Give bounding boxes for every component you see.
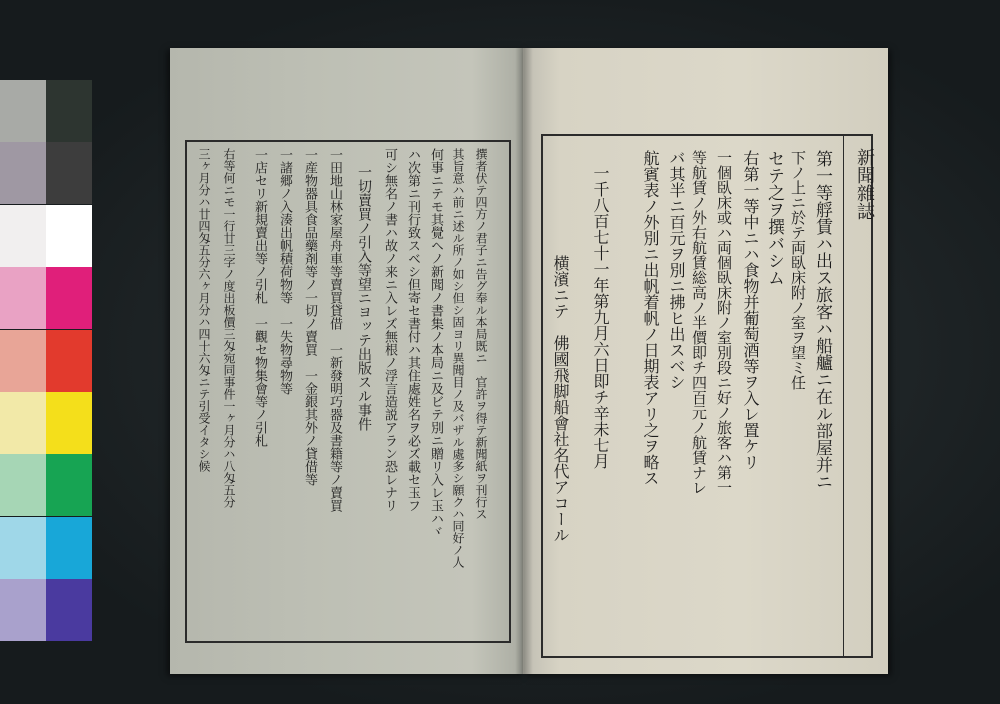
right-text-column: バ其半ニ百元ヲ別ニ拂ヒ出スベシ [667,150,686,390]
right-text-column: 第一等艀賃ハ出ス旅客ハ船艫ニ在ル部屋并ニ [812,150,832,490]
color-patch [46,205,92,267]
color-patch [0,392,46,454]
left-text-column: 一店セリ新規賣出等ノ引札 一觀セ物集會等ノ引札 [252,148,267,447]
left-text-column: 右等何ニモ一行廿三字ノ度出板價三匁宛同事件一ヶ月分ハ八匁五分 [222,148,236,508]
right-text-column: セテ之ヲ撰バシム [764,150,784,286]
left-text-column: 三ヶ月分ハ廿四匁五分六ヶ月分ハ四十六匁ニテ引受イタシ候 [197,148,211,472]
left-text-column: 一産物器具食品藥剤等ノ一切ノ賣買 一金銀其外ノ貸借等 [302,148,317,486]
color-patch [46,80,92,142]
color-patch [0,142,46,204]
color-patch [0,330,46,392]
color-patch [0,80,46,142]
left-text-column: 何事ニテモ其覺ヘノ新聞ノ書集ノ本局ニ及ビテ別ニ贈リ入レ玉ハヾ [428,148,443,538]
left-text-column: 一田地山林家屋舟車等賣買貸借 一新發明巧器及書籍等ノ賣買 [327,148,342,512]
color-patch [0,205,46,267]
color-patch [46,579,92,641]
left-text-column: 其旨意ハ前ニ述ル所ノ如シ但シ固ヨリ異聞目ノ及バザル處多シ願クハ同好ノ人 [451,148,465,568]
color-patch [46,142,92,204]
color-patch [46,267,92,329]
left-text-column: 一切賣買ノ引入等望ニヨッテ出版スル事件 [356,165,372,431]
color-patch [46,454,92,516]
right-text-column: 下ノ上ニ於テ両臥床附ノ室ヲ望ミ任 [789,150,807,390]
right-text-column: 等航賃ノ外右航賃総高ノ半價即チ四百元ノ航賃ナレ [690,150,708,495]
book-gutter [515,48,533,674]
left-text-column: ハ次第ニ刊行致スベシ但寄セ書付ハ其住處姓名ヲ必ズ載セ玉フ [405,148,420,512]
color-patch [46,330,92,392]
color-patch [0,517,46,579]
color-patch [0,579,46,641]
left-text-column: 撰者伏テ四方ノ君子ニ告グ奉ル本局既ニ 官許ヲ得テ新聞紙ヲ刊行ス [474,148,488,520]
color-patch [0,267,46,329]
right-page-header-rule [843,136,844,656]
color-patch [0,454,46,516]
color-patch [46,517,92,579]
left-text-column: 一諸郷ノ入湊出帆積荷物等 一失物尋物等 [277,148,292,395]
right-text-column: 一個臥床或ハ両個臥床附ノ室別段ニ好ノ旅客ハ第一 [715,150,733,495]
color-calibration-strip [0,80,92,642]
page-header-title: 新聞雜誌 [854,148,875,220]
right-text-column: 右第一等中ニハ食物并葡萄酒等ヲ入レ置ケリ [741,150,760,470]
right-text-column: 航賓表ノ外別ニ出帆着帆ノ日期表アリ之ヲ略ス [641,150,660,486]
color-patch [46,392,92,454]
right-text-column: 一千八百七十一年第九月六日即チ辛未七月 [591,165,610,469]
left-text-column: 可シ無名ノ書ハ故ノ来ニ入レズ無根ノ浮言造説アラン恐レナリ [382,148,397,512]
right-text-column: 横濱ニテ 佛國飛脚船會社名代アコール [551,255,570,543]
